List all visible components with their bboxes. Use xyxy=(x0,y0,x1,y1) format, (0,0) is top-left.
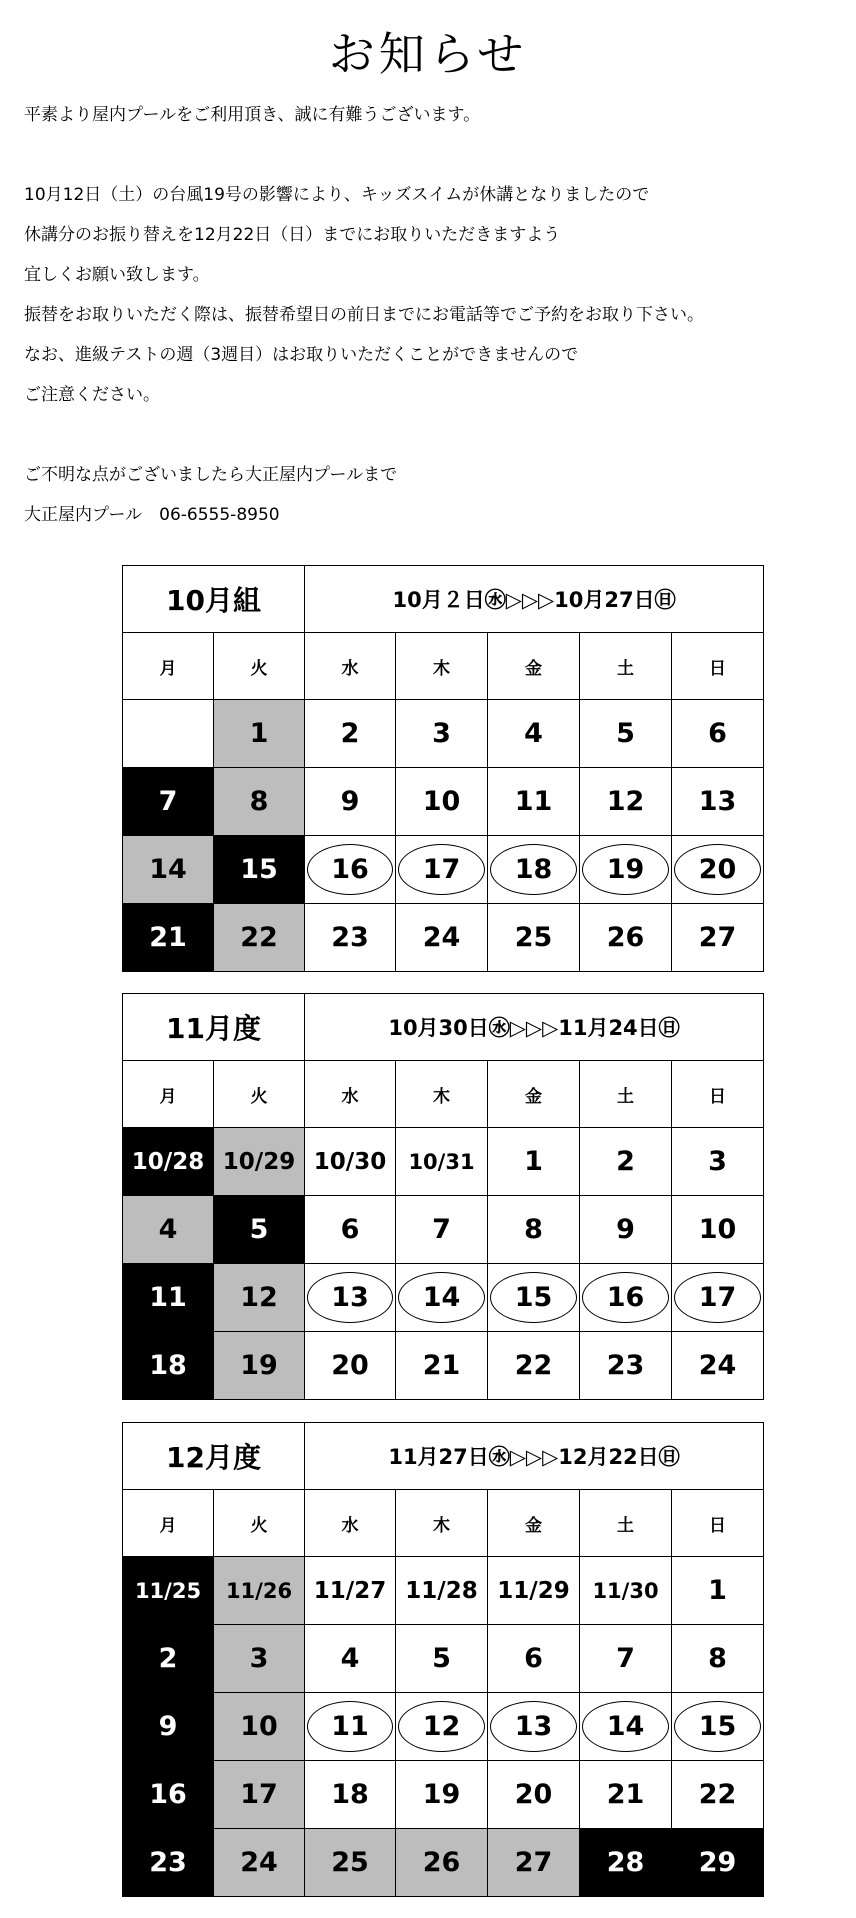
day-cell-circled xyxy=(396,836,488,904)
calendar-range: 10月２日㊌▷▷▷10月27日㊐ xyxy=(305,566,764,633)
day-cell: 2 xyxy=(123,1625,214,1693)
day-cell: 10 xyxy=(396,768,488,836)
day-cell: 23 xyxy=(580,1332,672,1400)
weekday-cell: 火 xyxy=(214,1061,305,1128)
weekday-cell: 日 xyxy=(672,1490,764,1557)
calendar-header xyxy=(123,1423,764,1490)
weekday-row xyxy=(123,633,764,700)
day-number: 18 xyxy=(514,854,553,885)
day-cell: 9 xyxy=(580,1196,672,1264)
day-cell: 25 xyxy=(488,904,580,972)
calendar-november xyxy=(122,993,764,1400)
day-cell: 16 xyxy=(123,1761,214,1829)
day-cell: 26 xyxy=(580,904,672,972)
day-cell: 10/28 xyxy=(123,1128,214,1196)
day-cell: 8 xyxy=(672,1625,764,1693)
notice-line: 振替をお取りいただく際は、振替希望日の前日までにお電話等でご予約をお取り下さい。 xyxy=(24,305,704,325)
day-cell: 10 xyxy=(672,1196,764,1264)
day-cell-circled xyxy=(396,1693,488,1761)
day-number: 12 xyxy=(422,1711,461,1742)
day-cell: 9 xyxy=(305,768,396,836)
day-cell: 24 xyxy=(214,1829,305,1897)
day-number: 17 xyxy=(698,1282,737,1313)
weekday-row xyxy=(123,1490,764,1557)
week-row xyxy=(123,768,764,836)
day-cell: 7 xyxy=(396,1196,488,1264)
day-cell: 19 xyxy=(396,1761,488,1829)
day-number: 16 xyxy=(331,854,369,885)
weekday-cell: 日 xyxy=(672,1061,764,1128)
day-number: 14 xyxy=(422,1282,461,1313)
day-cell: 1 xyxy=(672,1557,764,1625)
week-row xyxy=(123,1693,764,1761)
page-title: お知らせ xyxy=(328,27,528,81)
weekday-cell: 水 xyxy=(305,1490,396,1557)
day-cell: 21 xyxy=(396,1332,488,1400)
weekday-cell: 土 xyxy=(580,633,672,700)
weekday-cell: 金 xyxy=(488,1061,580,1128)
day-cell: 1 xyxy=(488,1128,580,1196)
day-cell: 10/31 xyxy=(396,1128,488,1196)
day-cell: 8 xyxy=(488,1196,580,1264)
weekday-cell: 木 xyxy=(396,1490,488,1557)
day-cell: 11/28 xyxy=(396,1557,488,1625)
calendar-header xyxy=(123,566,764,633)
weekday-row xyxy=(123,1061,764,1128)
day-number: 13 xyxy=(331,1282,369,1313)
day-cell: 6 xyxy=(672,700,764,768)
week-row xyxy=(123,1557,764,1625)
day-cell xyxy=(123,700,214,768)
day-cell: 3 xyxy=(396,700,488,768)
day-cell: 2 xyxy=(305,700,396,768)
day-cell-circled xyxy=(488,1693,580,1761)
weekday-cell: 火 xyxy=(214,1490,305,1557)
notice-line: 宜しくお願い致します。 xyxy=(24,265,210,285)
day-cell: 4 xyxy=(123,1196,214,1264)
calendar-october xyxy=(122,565,764,972)
week-row xyxy=(123,836,764,904)
weekday-cell: 月 xyxy=(123,1490,214,1557)
day-cell: 8 xyxy=(214,768,305,836)
day-cell: 4 xyxy=(488,700,580,768)
day-cell: 24 xyxy=(672,1332,764,1400)
day-cell: 22 xyxy=(672,1761,764,1829)
day-number: 11 xyxy=(331,1711,369,1742)
week-row xyxy=(123,1128,764,1196)
day-cell: 27 xyxy=(488,1829,580,1897)
day-cell: 11/29 xyxy=(488,1557,580,1625)
day-cell: 11/27 xyxy=(305,1557,396,1625)
day-cell-circled xyxy=(488,836,580,904)
day-number: 19 xyxy=(606,854,645,885)
week-row xyxy=(123,1196,764,1264)
weekday-cell: 土 xyxy=(580,1061,672,1128)
notice-line: 10月12日（土）の台風19号の影響により、キッズスイムが休講となりましたので xyxy=(24,185,650,205)
day-cell: 1 xyxy=(214,700,305,768)
day-cell: 26 xyxy=(396,1829,488,1897)
day-cell: 19 xyxy=(214,1332,305,1400)
weekday-cell: 水 xyxy=(305,1061,396,1128)
day-cell: 11 xyxy=(123,1264,214,1332)
week-row xyxy=(123,904,764,972)
calendar-range: 10月30日㊌▷▷▷11月24日㊐ xyxy=(305,994,764,1061)
day-cell: 21 xyxy=(123,904,214,972)
day-cell: 12 xyxy=(214,1264,305,1332)
day-cell-circled xyxy=(672,836,764,904)
day-cell-circled xyxy=(305,836,396,904)
day-cell: 11/26 xyxy=(214,1557,305,1625)
day-cell: 25 xyxy=(305,1829,396,1897)
day-cell: 10/29 xyxy=(214,1128,305,1196)
day-cell-circled xyxy=(580,836,672,904)
weekday-cell: 木 xyxy=(396,1061,488,1128)
weekday-cell: 月 xyxy=(123,633,214,700)
week-row xyxy=(123,1625,764,1693)
day-cell: 9 xyxy=(123,1693,214,1761)
day-cell: 21 xyxy=(580,1761,672,1829)
notice-line: ご注意ください。 xyxy=(24,385,160,405)
calendar-label: 12月度 xyxy=(123,1423,305,1490)
notice-line: なお、進級テストの週（3週目）はお取りいただくことができませんので xyxy=(24,345,579,365)
day-number: 17 xyxy=(422,854,461,885)
day-cell: 13 xyxy=(672,768,764,836)
day-cell: 6 xyxy=(488,1625,580,1693)
weekday-cell: 土 xyxy=(580,1490,672,1557)
day-cell: 3 xyxy=(672,1128,764,1196)
day-cell: 5 xyxy=(580,700,672,768)
notice-line: 平素より屋内プールをご利用頂き、誠に有難うございます。 xyxy=(24,105,481,125)
weekday-cell: 日 xyxy=(672,633,764,700)
day-cell-circled xyxy=(672,1264,764,1332)
week-row xyxy=(123,700,764,768)
weekday-cell: 水 xyxy=(305,633,396,700)
day-number: 20 xyxy=(698,854,737,885)
day-cell: 3 xyxy=(214,1625,305,1693)
day-cell-circled xyxy=(672,1693,764,1761)
weekday-cell: 金 xyxy=(488,633,580,700)
day-cell: 4 xyxy=(305,1625,396,1693)
day-cell: 10/30 xyxy=(305,1128,396,1196)
day-cell: 22 xyxy=(214,904,305,972)
day-cell-circled xyxy=(580,1693,672,1761)
day-cell: 7 xyxy=(123,768,214,836)
day-cell: 11 xyxy=(488,768,580,836)
day-cell: 18 xyxy=(123,1332,214,1400)
day-cell: 11/30 xyxy=(580,1557,672,1625)
calendar-range: 11月27日㊌▷▷▷12月22日㊐ xyxy=(305,1423,764,1490)
day-cell: 27 xyxy=(672,904,764,972)
day-cell: 29 xyxy=(672,1829,764,1897)
day-cell-circled xyxy=(488,1264,580,1332)
day-cell: 18 xyxy=(305,1761,396,1829)
week-row xyxy=(123,1829,764,1897)
weekday-cell: 木 xyxy=(396,633,488,700)
day-cell: 7 xyxy=(580,1625,672,1693)
day-cell-circled xyxy=(305,1693,396,1761)
day-cell: 17 xyxy=(214,1761,305,1829)
day-cell: 20 xyxy=(305,1332,396,1400)
day-cell: 12 xyxy=(580,768,672,836)
day-cell: 14 xyxy=(123,836,214,904)
day-number: 14 xyxy=(606,1711,645,1742)
day-cell-circled xyxy=(396,1264,488,1332)
day-cell: 10 xyxy=(214,1693,305,1761)
day-number: 16 xyxy=(606,1282,645,1313)
day-number: 15 xyxy=(698,1711,737,1742)
day-number: 13 xyxy=(514,1711,553,1742)
weekday-cell: 月 xyxy=(123,1061,214,1128)
week-row xyxy=(123,1332,764,1400)
contact-line: 大正屋内プール 06-6555-8950 xyxy=(24,505,280,525)
day-number: 15 xyxy=(514,1282,553,1313)
calendar-label: 10月組 xyxy=(123,566,305,633)
day-cell: 5 xyxy=(214,1196,305,1264)
week-row xyxy=(123,1761,764,1829)
day-cell: 23 xyxy=(305,904,396,972)
calendar-header xyxy=(123,994,764,1061)
calendar-label: 11月度 xyxy=(123,994,305,1061)
day-cell: 2 xyxy=(580,1128,672,1196)
day-cell: 20 xyxy=(488,1761,580,1829)
calendar-december xyxy=(122,1422,764,1897)
day-cell: 11/25 xyxy=(123,1557,214,1625)
weekday-cell: 金 xyxy=(488,1490,580,1557)
day-cell-circled xyxy=(580,1264,672,1332)
week-row xyxy=(123,1264,764,1332)
day-cell: 15 xyxy=(214,836,305,904)
day-cell: 5 xyxy=(396,1625,488,1693)
notice-line: 休講分のお振り替えを12月22日（日）までにお取りいただきますよう xyxy=(24,225,561,245)
day-cell: 23 xyxy=(123,1829,214,1897)
day-cell: 24 xyxy=(396,904,488,972)
day-cell-circled xyxy=(305,1264,396,1332)
day-cell: 22 xyxy=(488,1332,580,1400)
day-cell: 28 xyxy=(580,1829,672,1897)
weekday-cell: 火 xyxy=(214,633,305,700)
day-cell: 6 xyxy=(305,1196,396,1264)
notice-line: ご不明な点がございましたら大正屋内プールまで xyxy=(24,465,398,485)
